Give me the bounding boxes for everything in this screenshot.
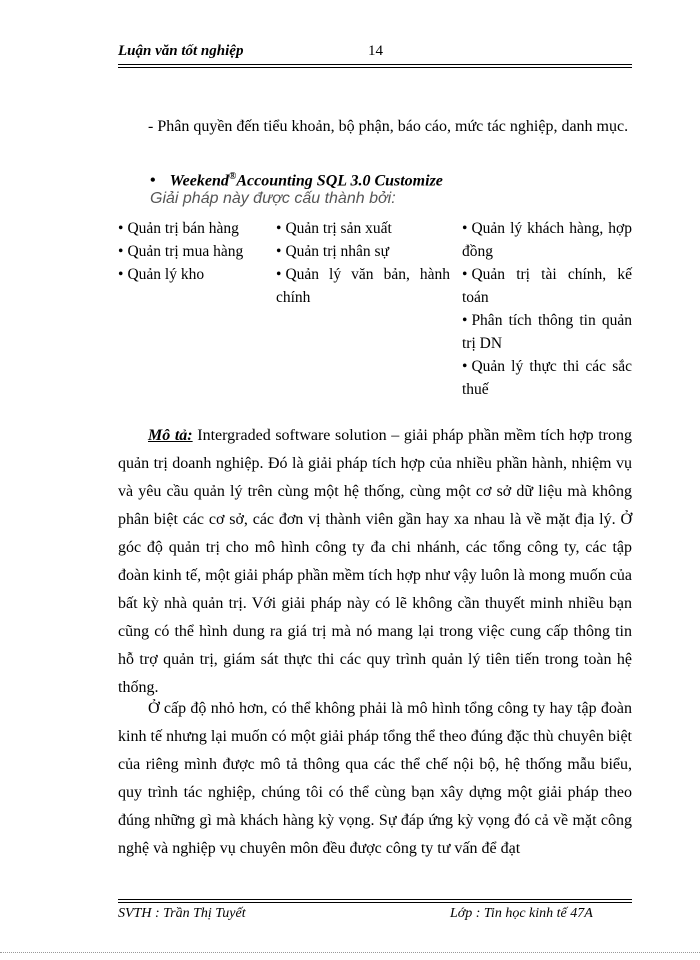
page-header [118,40,632,64]
footer-rule-double [118,902,632,903]
body-paragraph: Ở cấp độ nhỏ hơn, có thể không phải là mô hình tổng công ty hay tập đoàn kinh tế nhưng lại muốn có một giải pháp tổng thể theo đúng đặc thù chuyên biệt của riêng mình được mô tả thông qua các thể chế nội bộ, hệ thống mẫu biểu, quy trình tác nghiệp, chúng tôi có thể cùng bạn xây dựng một giải pháp theo đúng những gì mà khách hàng kỳ vọng. Sự đáp ứng kỳ vọng đó cả về mặt công nghệ và nghiệp vụ chuyên môn đều được công ty tư vấn để đạt [118,700,632,857]
list-item: • Quản trị bán hàng [118,220,239,237]
header-rule-double [118,67,632,68]
module-column-1 [118,217,268,286]
page-number: 14 [368,43,383,59]
list-item: • Quản lý văn bản, hành chính [276,266,450,306]
bullet-icon: • [150,172,156,190]
list-item: • Quản lý kho [118,266,205,283]
description-paragraph [118,422,632,702]
list-item: • Quản trị mua hàng [118,243,244,260]
module-column-2 [276,217,450,309]
footer-class: Lớp : Tin học kinh tế 47A [450,906,593,921]
product-name-b: Accounting SQL 3.0 Customize [236,172,443,190]
page-edge-divider [0,952,700,953]
bullet-icon: • [276,243,282,260]
intro-paragraph: - Phân quyền đến tiểu khoản, bộ phận, báo cáo, mức tác nghiệp, danh mục. [148,118,629,135]
bullet-icon: • [118,220,124,237]
description-text: Intergraded software solution – giải pháp phần mềm tích hợp trong quản trị doanh nghiệp. Đó là giải pháp tích hợp của nhiều phần hành, nhiệm vụ và yêu cầu quản lý trên cùng một hệ thống, cùng một cơ sở dữ liệu mà không phân biệt các cơ sở, các đơn vị thành viên gần hay xa nhau là về mặt địa lý. Ở góc độ quản trị cho mô hình công ty đa chi nhánh, các tổng công ty, các tập đoàn kinh tế, một giải pháp phần mềm tích hợp như vậy luôn là mong muốn của bất kỳ nhà quản trị. Với giải pháp này có lẽ không cần thuyết minh nhiều bạn cũng có thể hình dung ra giá trị mà nó mang lại trong việc cung cấp thông tin hỗ trợ quản trị, giám sát thực thi các quy trình quản lý tiên tiến trong toàn hệ thống. [118,427,632,696]
list-item: • Quản trị tài chính, kế toán [462,266,632,306]
list-item: • Quản lý khách hàng, hợp đồng [462,220,632,260]
bullet-icon: • [462,312,468,329]
bullet-icon: • [462,266,468,283]
bullet-icon: • [462,220,468,237]
bullet-icon: • [276,266,282,283]
footer-rule [118,899,632,900]
header-title: Luận văn tốt nghiệp [118,43,244,59]
list-item: • Phân tích thông tin quản trị DN [462,312,632,352]
product-heading [150,171,443,190]
product-subtitle: Giải pháp này được cấu thành bởi: [150,190,396,207]
footer-author: SVTH : Trần Thị Tuyết [118,906,246,921]
header-rule [118,64,632,65]
module-column-3 [462,217,632,401]
bullet-icon: • [462,358,468,375]
list-item: • Quản trị nhân sự [276,243,389,260]
bullet-icon: • [276,220,282,237]
bullet-icon: • [118,266,124,283]
product-name-a: Weekend [169,172,229,190]
bullet-icon: • [118,243,124,260]
list-item: • Quản trị sản xuất [276,220,392,237]
list-item: • Quản lý thực thi các sắc thuế [462,358,632,398]
description-label: Mô tả: [148,427,193,444]
trademark-symbol: ® [228,171,237,182]
